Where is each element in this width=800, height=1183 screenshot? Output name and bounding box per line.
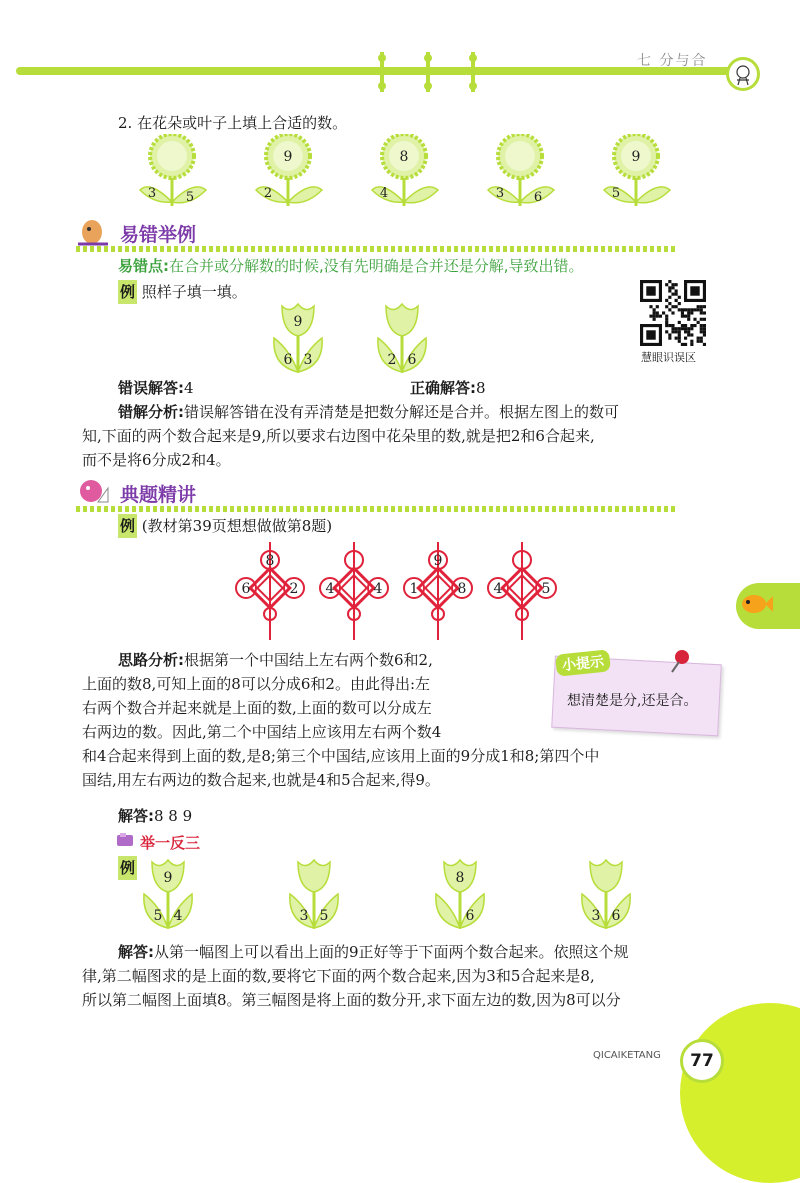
tulip xyxy=(582,860,630,928)
chinese-knot-figures xyxy=(230,542,570,642)
qr-code-icon xyxy=(640,280,706,346)
binder-ring-icon xyxy=(469,52,477,92)
chinese-knot xyxy=(320,542,388,640)
chapter-title: 七 分与合 xyxy=(637,53,708,69)
tulip xyxy=(290,860,338,928)
tulip-figures xyxy=(262,302,442,374)
binder-ring-icon xyxy=(424,52,432,92)
tip-label: 小提示 xyxy=(555,649,611,677)
analysis-line: 右两边的数。因此,第二个中国结上应该用左右两个数4 xyxy=(82,723,442,741)
answer-label: 解答: xyxy=(118,943,154,961)
flower-right-number: 5 xyxy=(185,190,195,205)
flower-left-number: 3 xyxy=(147,186,157,201)
flower xyxy=(372,134,438,206)
tulip-right-number: 6 xyxy=(465,908,475,924)
flower-left-number: 5 xyxy=(611,186,621,201)
answer-line: 律,第二幅图求的是上面的数,要将它下面的两个数合起来,因为3和5合起来是8, xyxy=(82,967,595,985)
knot-top-number: 8 xyxy=(265,553,275,569)
right-answer xyxy=(410,376,486,400)
tulip-top-number: 9 xyxy=(293,314,303,330)
knot-left-number: 1 xyxy=(409,581,419,597)
mistake-point-text: 在合并或分解数的时候,没有先明确是合并还是分解,导致出错。 xyxy=(169,257,584,275)
wrong-answer xyxy=(118,376,194,400)
mistake-analysis xyxy=(82,400,722,472)
fish-icon xyxy=(738,588,774,624)
mistake-section-title: 易错举例 xyxy=(120,224,197,246)
practice-tulips xyxy=(134,856,654,932)
qr-caption: 慧眼识误区 xyxy=(641,351,696,364)
tulip-left-number: 3 xyxy=(591,908,601,924)
wrong-answer-label: 错误解答: xyxy=(118,379,184,397)
tulip xyxy=(436,860,484,928)
mistake-tulips xyxy=(262,302,442,374)
dotted-divider xyxy=(76,506,676,512)
flower-left-number: 3 xyxy=(495,186,505,201)
chinese-knot-row xyxy=(230,542,570,642)
tulip-figures xyxy=(134,856,654,932)
mascot-icon xyxy=(726,57,760,91)
page-number: 77 xyxy=(680,1039,724,1083)
flower-figures xyxy=(130,134,730,214)
practice-title: 举一反三 xyxy=(140,834,201,852)
typical-answer xyxy=(118,804,192,828)
analysis-label: 思路分析: xyxy=(118,651,184,669)
knot-left-number: 6 xyxy=(241,581,251,597)
mistake-point-label: 易错点: xyxy=(118,257,169,275)
analysis-line: 上面的数8,可知上面的8可以分成6和2。由此得出:左 xyxy=(82,675,430,693)
tulip-left-number: 3 xyxy=(299,908,309,924)
tulip-right-number: 5 xyxy=(319,908,329,924)
tulip-left-number: 2 xyxy=(387,352,397,368)
footer-brand: QICAIKETANG xyxy=(593,1050,661,1061)
chinese-knot xyxy=(404,542,472,640)
analysis-line: 国结,用左右两边的数合起来,也就是4和5合起来,得9。 xyxy=(82,771,440,789)
analysis-line: 和4合起来得到上面的数,是8;第三个中国结,应该用上面的9分成1和8;第四个中 xyxy=(82,747,600,765)
right-answer-value: 8 xyxy=(476,379,486,397)
flower-left-number: 2 xyxy=(263,186,273,201)
flower xyxy=(604,134,670,206)
practice-icon xyxy=(116,832,136,852)
knot-right-number: 2 xyxy=(289,581,299,597)
knot-top-number: 9 xyxy=(433,553,443,569)
knot-right-number: 4 xyxy=(373,581,383,597)
header-bar xyxy=(16,67,736,75)
chinese-knot xyxy=(236,542,304,640)
chinese-knot xyxy=(488,542,556,640)
binder-ring-icon xyxy=(378,52,386,92)
flower-top-number: 9 xyxy=(631,149,641,165)
tulip-right-number: 6 xyxy=(407,352,417,368)
knot-left-number: 4 xyxy=(493,581,503,597)
mistake-example xyxy=(118,280,247,304)
analysis-label: 错解分析: xyxy=(118,403,184,421)
flower xyxy=(140,134,206,206)
tulip xyxy=(378,304,426,372)
tulip-right-number: 4 xyxy=(173,908,183,924)
knot-left-number: 4 xyxy=(325,581,335,597)
flower-left-number: 4 xyxy=(379,186,389,201)
knot-right-number: 5 xyxy=(541,581,551,597)
flower xyxy=(488,134,554,206)
answer-line: 所以第二幅图上面填8。第三幅图是将上面的数分开,求下面左边的数,因为8可以分 xyxy=(82,991,621,1009)
mistake-point xyxy=(118,254,584,278)
dotted-divider xyxy=(76,246,676,252)
footer-disc xyxy=(680,1003,800,1183)
wrong-answer-value: 4 xyxy=(184,379,194,397)
example-text: 照样子填一填。 xyxy=(141,283,247,301)
analysis-line: 右两个数合并起来就是上面的数,上面的数可以分成左 xyxy=(82,699,432,717)
flower-top-number: 8 xyxy=(399,149,409,165)
tulip xyxy=(274,304,322,372)
answer-label: 解答: xyxy=(118,807,154,825)
analysis-line: 知,下面的两个数合起来是9,所以要求右边图中花朵里的数,就是把2和6合起来, xyxy=(82,427,595,445)
tulip-left-number: 6 xyxy=(283,352,293,368)
tulip xyxy=(144,860,192,928)
example-tag: 例 xyxy=(118,514,137,538)
tulip-left-number: 5 xyxy=(153,908,163,924)
tulip-top-number: 9 xyxy=(163,870,173,886)
flower-top-number: 9 xyxy=(283,149,293,165)
tip-text: 想清楚是分,还是合。 xyxy=(567,693,698,709)
answer-line: 从第一幅图上可以看出上面的9正好等于下面两个数合起来。依照这个规 xyxy=(154,943,629,961)
example-text: (教材第39页想想做做第8题) xyxy=(141,517,333,535)
tulip-right-number: 6 xyxy=(611,908,621,924)
practice-answer xyxy=(82,940,722,1012)
analysis-line: 错误解答错在没有弄清楚是把数分解还是合并。根据左图上的数可 xyxy=(184,403,620,421)
typical-section-title: 典题精讲 xyxy=(120,484,197,506)
example-tag: 例 xyxy=(118,280,137,304)
tulip-right-number: 3 xyxy=(303,352,313,368)
knot-right-number: 8 xyxy=(457,581,467,597)
analysis-line: 根据第一个中国结上左右两个数6和2, xyxy=(184,651,433,669)
tulip-top-number: 8 xyxy=(455,870,465,886)
answer-value: 8 8 9 xyxy=(154,807,193,825)
example-tag: 例 xyxy=(118,856,137,880)
flower xyxy=(256,134,322,206)
flower-row xyxy=(130,134,730,214)
analysis-line: 而不是将6分成2和4。 xyxy=(82,451,231,469)
flower-right-number: 6 xyxy=(533,190,543,205)
typical-analysis xyxy=(82,648,722,792)
right-answer-label: 正确解答: xyxy=(410,379,476,397)
question-title: 2. 在花朵或叶子上填上合适的数。 xyxy=(118,114,348,132)
typical-example xyxy=(118,514,332,538)
